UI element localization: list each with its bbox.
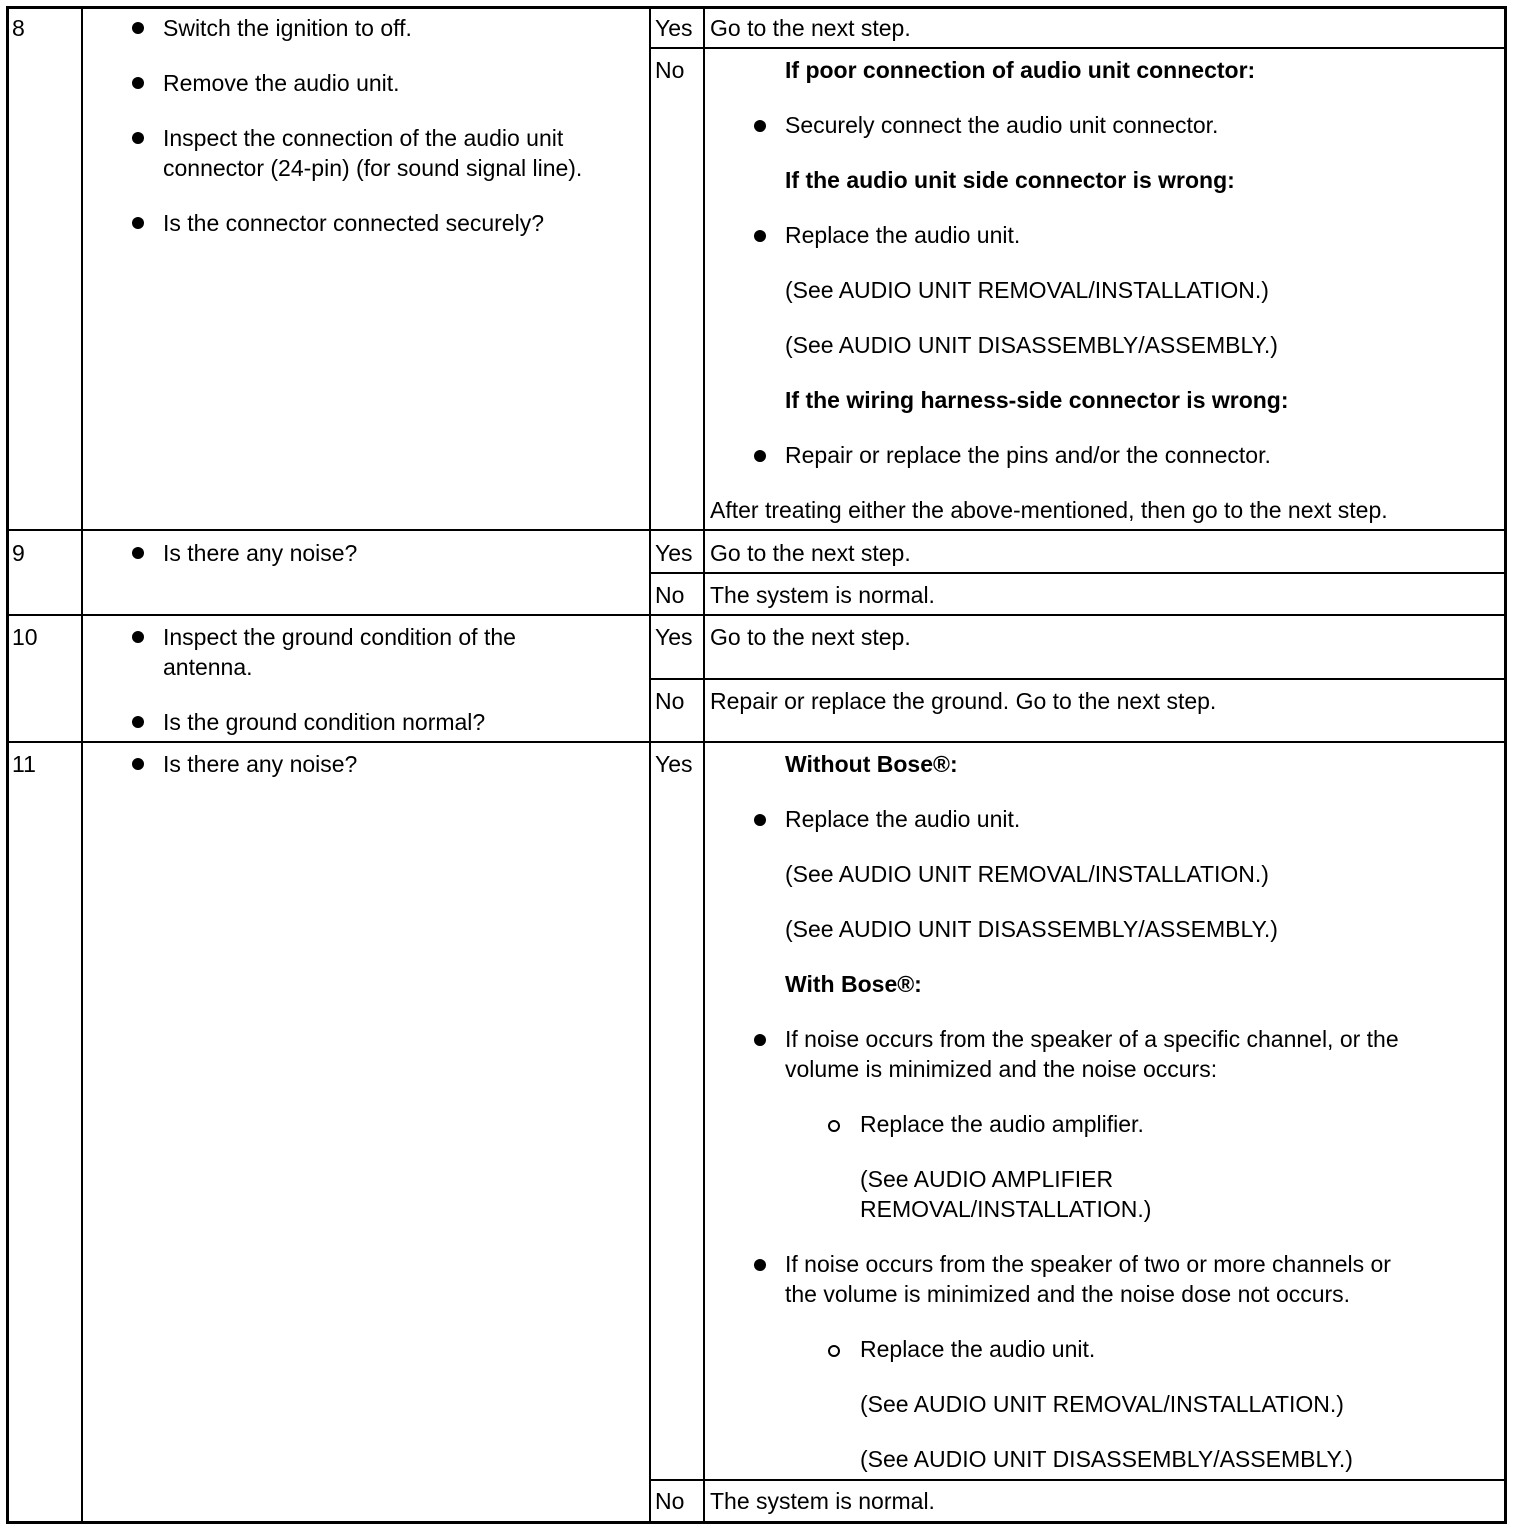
bullet-icon xyxy=(754,1034,766,1046)
yes-label: Yes xyxy=(655,15,693,41)
check-item: Is there any noise? xyxy=(163,540,358,566)
action-item: the volume is minimized and the noise dose not occurs. xyxy=(785,1281,1351,1307)
condition-heading: With Bose®: xyxy=(785,971,922,997)
column-divider-check xyxy=(649,6,651,1524)
no-action: The system is normal. xyxy=(710,1488,935,1514)
action-item: Replace the audio unit. xyxy=(785,806,1021,832)
action-item: Securely connect the audio unit connector. xyxy=(785,112,1219,138)
check-item: Inspect the ground condition of the xyxy=(163,624,516,650)
check-item: Is the ground condition normal? xyxy=(163,709,486,735)
reference-text: (See AUDIO UNIT REMOVAL/INSTALLATION.) xyxy=(785,861,1269,887)
condition-heading: If the wiring harness-side connector is wrong: xyxy=(785,387,1289,413)
action-item: If noise occurs from the speaker of a specific channel, or the xyxy=(785,1026,1399,1052)
reference-text: (See AUDIO AMPLIFIER xyxy=(860,1166,1114,1192)
sub-action-item: Replace the audio unit. xyxy=(860,1336,1096,1362)
yes-action: Go to the next step. xyxy=(710,624,911,650)
bullet-icon xyxy=(754,1259,766,1271)
check-item: Is the connector connected securely? xyxy=(163,210,545,236)
column-divider-step xyxy=(81,6,83,1524)
reference-text: (See AUDIO UNIT DISASSEMBLY/ASSEMBLY.) xyxy=(785,332,1278,358)
sub-bullet-icon xyxy=(828,1120,840,1132)
reference-text: REMOVAL/INSTALLATION.) xyxy=(860,1196,1152,1222)
check-item: Inspect the connection of the audio unit xyxy=(163,125,564,151)
check-item: Remove the audio unit. xyxy=(163,70,400,96)
check-item: Is there any noise? xyxy=(163,751,358,777)
action-item: If noise occurs from the speaker of two or more channels or xyxy=(785,1251,1391,1277)
condition-heading: If poor connection of audio unit connector: xyxy=(785,57,1256,83)
yes-no-separator xyxy=(649,678,1507,680)
row-separator xyxy=(6,614,1507,616)
bullet-icon xyxy=(132,77,144,89)
step-number: 9 xyxy=(12,540,25,566)
action-item: Repair or replace the pins and/or the connector. xyxy=(785,442,1271,468)
condition-heading: If the audio unit side connector is wrong: xyxy=(785,167,1235,193)
bullet-icon xyxy=(754,120,766,132)
bullet-icon xyxy=(754,814,766,826)
yes-no-separator xyxy=(649,1479,1507,1481)
column-divider-answer xyxy=(703,6,705,1524)
check-item: Switch the ignition to off. xyxy=(163,15,412,41)
no-action: The system is normal. xyxy=(710,582,935,608)
bullet-icon xyxy=(132,217,144,229)
no-action: Repair or replace the ground. Go to the next step. xyxy=(710,688,1217,714)
bullet-icon xyxy=(132,547,144,559)
no-label: No xyxy=(655,1488,685,1514)
row-separator xyxy=(6,741,1507,743)
yes-no-separator xyxy=(649,572,1507,574)
no-label: No xyxy=(655,582,685,608)
condition-heading: Without Bose®: xyxy=(785,751,958,777)
yes-label: Yes xyxy=(655,624,693,650)
row-separator xyxy=(6,529,1507,531)
sub-bullet-icon xyxy=(828,1345,840,1357)
bullet-icon xyxy=(132,631,144,643)
step-number: 10 xyxy=(12,624,38,650)
no-label: No xyxy=(655,57,685,83)
reference-text: (See AUDIO UNIT REMOVAL/INSTALLATION.) xyxy=(860,1391,1344,1417)
action-item: Replace the audio unit. xyxy=(785,222,1021,248)
yes-action: Go to the next step. xyxy=(710,540,911,566)
yes-label: Yes xyxy=(655,540,693,566)
reference-text: (See AUDIO UNIT DISASSEMBLY/ASSEMBLY.) xyxy=(785,916,1278,942)
bullet-icon xyxy=(132,22,144,34)
no-label: No xyxy=(655,688,685,714)
yes-no-separator xyxy=(649,47,1507,49)
check-item: connector (24-pin) (for sound signal line). xyxy=(163,155,583,181)
bullet-icon xyxy=(754,230,766,242)
check-item: antenna. xyxy=(163,654,253,680)
step-number: 11 xyxy=(12,751,36,777)
summary-text: After treating either the above-mentioned, then go to the next step. xyxy=(710,497,1388,523)
action-item: volume is minimized and the noise occurs: xyxy=(785,1056,1218,1082)
bullet-icon xyxy=(132,716,144,728)
yes-action: Go to the next step. xyxy=(710,15,911,41)
bullet-icon xyxy=(754,450,766,462)
step-number: 8 xyxy=(12,15,25,41)
bullet-icon xyxy=(132,132,144,144)
yes-label: Yes xyxy=(655,751,693,777)
reference-text: (See AUDIO UNIT DISASSEMBLY/ASSEMBLY.) xyxy=(860,1446,1353,1472)
reference-text: (See AUDIO UNIT REMOVAL/INSTALLATION.) xyxy=(785,277,1269,303)
bullet-icon xyxy=(132,758,144,770)
sub-action-item: Replace the audio amplifier. xyxy=(860,1111,1144,1137)
